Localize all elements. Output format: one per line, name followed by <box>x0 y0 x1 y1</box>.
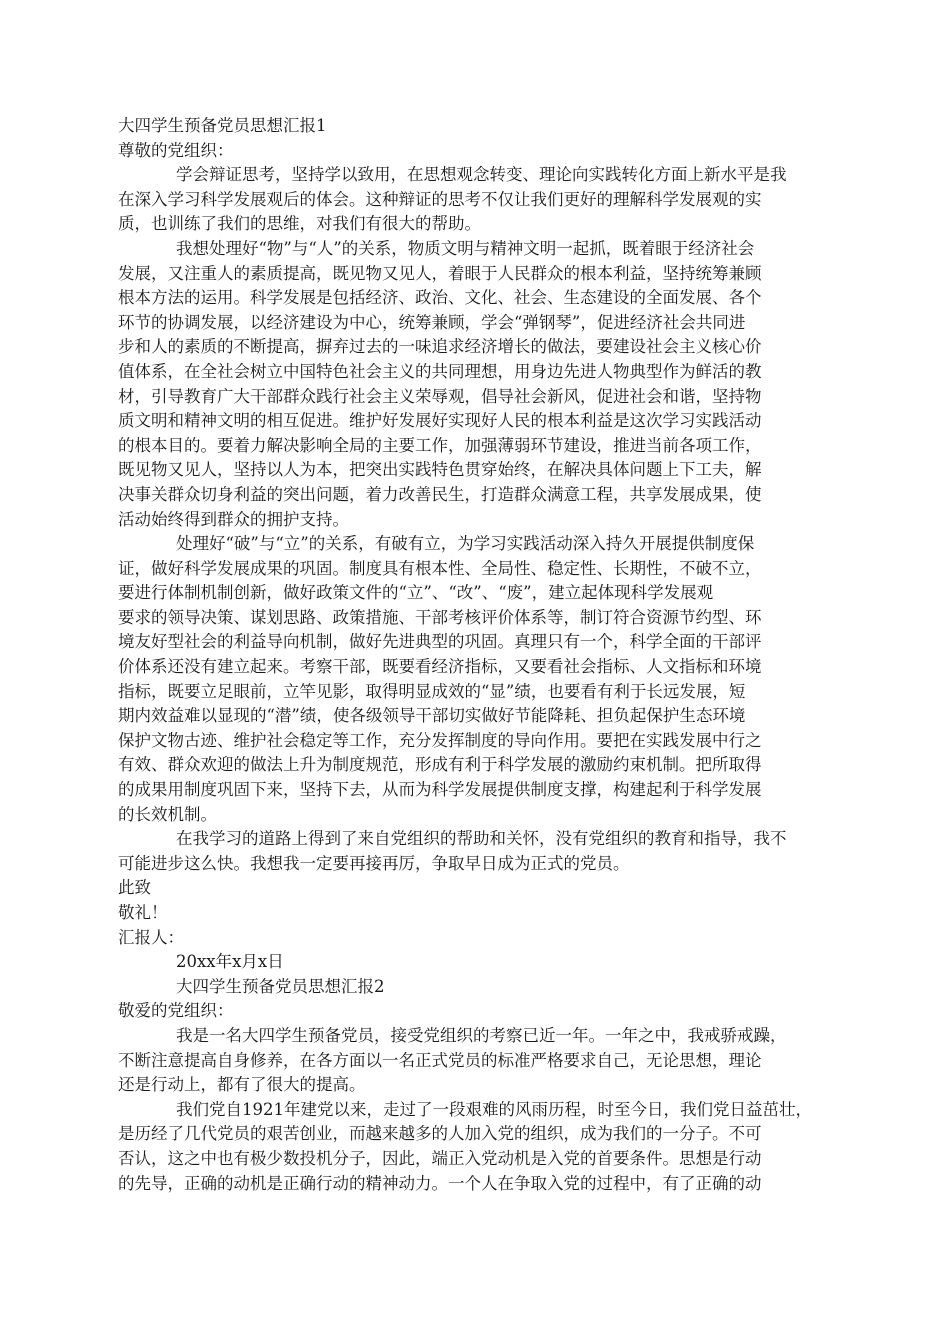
text-line: 20xx年x月x日 <box>176 952 284 972</box>
text-line: 要进行体制机制创新，做好政策文件的“立”、“改”、“废”，建立起体现科学发展观 <box>118 583 714 603</box>
text-line: 要求的领导决策、谋划思路、政策措施、干部考核评价体系等，制订符合资源节约型、环 <box>118 607 762 627</box>
text-line: 尊敬的党组织： <box>118 140 234 160</box>
text-line: 步和人的素质的不断提高，摒弃过去的一味追求经济增长的做法，要建设社会主义核心价 <box>118 337 762 357</box>
text-line: 敬爱的党组织： <box>118 1001 234 1021</box>
text-line: 决事关群众切身利益的突出问题，着力改善民生，打造群众满意工程，共享发展成果，使 <box>118 484 762 504</box>
text-line: 大四学生预备党员思想汇报1 <box>118 116 327 135</box>
text-line: 在我学习的道路上得到了来自党组织的帮助和关怀，没有党组织的教育和指导，我不 <box>176 829 787 849</box>
text-line: 活动始终得到群众的拥护支持。 <box>118 509 349 529</box>
text-line: 值体系，在全社会树立中国特色社会主义的共同理想，用身边先进人物典型作为鲜活的教 <box>118 361 762 381</box>
text-line: 期内效益难以显现的“潜”绩，使各级领导干部切实做好节能降耗、担负起保护生态环境 <box>118 706 746 726</box>
text-line: 的长效机制。 <box>118 804 217 824</box>
text-line: 学会辩证思考，坚持学以致用，在思想观念转变、理论向实践转化方面上新水平是我 <box>176 165 787 185</box>
text-line: 境友好型社会的利益导向机制，做好先进典型的巩固。真理只有一个，科学全面的干部评 <box>118 632 762 652</box>
text-line: 根本方法的运用。科学发展是包括经济、政治、文化、社会、生态建设的全面发展、各个 <box>118 288 762 308</box>
text-line: 的先导，正确的动机是正确行动的精神动力。一个人在争取入党的过程中，有了正确的动 <box>118 1173 762 1193</box>
text-line: 否认，这之中也有极少数投机分子，因此，端正入党动机是入党的首要条件。思想是行动 <box>118 1148 762 1168</box>
text-line: 保护文物古迹、维护社会稳定等工作，充分发挥制度的导向作用。要把在实践发展中行之 <box>118 730 762 750</box>
document-page <box>118 114 813 1196</box>
text-line: 不断注意提高自身修养，在各方面以一名正式党员的标准严格要求自己，无论思想，理论 <box>118 1050 762 1070</box>
text-line: 证，做好科学发展成果的巩固。制度具有根本性、全局性、稳定性、长期性，不破不立， <box>118 558 762 578</box>
text-line: 可能进步这么快。我想我一定要再接再厉，争取早日成为正式的党员。 <box>118 853 630 873</box>
text-line: 汇报人： <box>118 927 184 947</box>
text-line: 环节的协调发展，以经济建设为中心，统筹兼顾，学会“弹钢琴”，促进经济社会共同进 <box>118 312 746 332</box>
text-line: 的根本目的。要着力解决影响全局的主要工作，加强薄弱环节建设，推进当前各项工作， <box>118 435 762 455</box>
text-line: 大四学生预备党员思想汇报2 <box>176 976 385 996</box>
text-line: 质文明和精神文明的相互促进。维护好发展好实现好人民的根本利益是这次学习实践活动 <box>118 411 762 431</box>
text-line: 敬礼！ <box>118 903 168 922</box>
text-line: 还是行动上，都有了很大的提高。 <box>118 1075 366 1095</box>
text-line: 有效、群众欢迎的做法上升为制度规范，形成有利于科学发展的激励约束机制。把所取得 <box>118 755 762 775</box>
text-line: 此致 <box>118 878 151 898</box>
text-line: 在深入学习科学发展观后的体会。这种辩证的思考不仅让我们更好的理解科学发展观的实 <box>118 189 762 209</box>
text-line: 指标，既要立足眼前，立竿见影，取得明显成效的“显”绩，也要看有利于长远发展，短 <box>118 681 746 701</box>
text-line: 既见物又见人，坚持以人为本，把突出实践特色贯穿始终，在解决具体问题上下工夫，解 <box>118 460 762 480</box>
text-line: 发展，又注重人的素质提高，既见物又见人，着眼于人民群众的根本利益，坚持统筹兼顾 <box>118 263 762 283</box>
text-line: 我是一名大四学生预备党员，接受党组织的考察已近一年。一年之中，我戒骄戒躁， <box>176 1025 787 1045</box>
text-line: 价体系还没有建立起来。考察干部，既要看经济指标，又要看社会指标、人文指标和环境 <box>118 657 762 677</box>
text-line: 处理好“破”与“立”的关系，有破有立，为学习实践活动深入持久开展提供制度保 <box>176 534 755 554</box>
text-line: 我们党自1921年建党以来，走过了一段艰难的风雨历程，时至今日，我们党日益茁壮， <box>176 1099 812 1119</box>
text-line: 我想处理好“物”与“人”的关系，物质文明与精神文明一起抓，既着眼于经济社会 <box>176 238 755 258</box>
text-line: 是历经了几代党员的艰苦创业，而越来越多的人加入党的组织，成为我们的一分子。不可 <box>118 1124 762 1144</box>
text-line: 的成果用制度巩固下来，坚持下去，从而为科学发展提供制度支撑，构建起利于科学发展 <box>118 780 762 800</box>
text-line: 材，引导教育广大干部群众践行社会主义荣辱观，倡导社会新风，促进社会和谐，坚持物 <box>118 386 762 406</box>
text-line: 质，也训练了我们的思维，对我们有很大的帮助。 <box>118 214 481 234</box>
